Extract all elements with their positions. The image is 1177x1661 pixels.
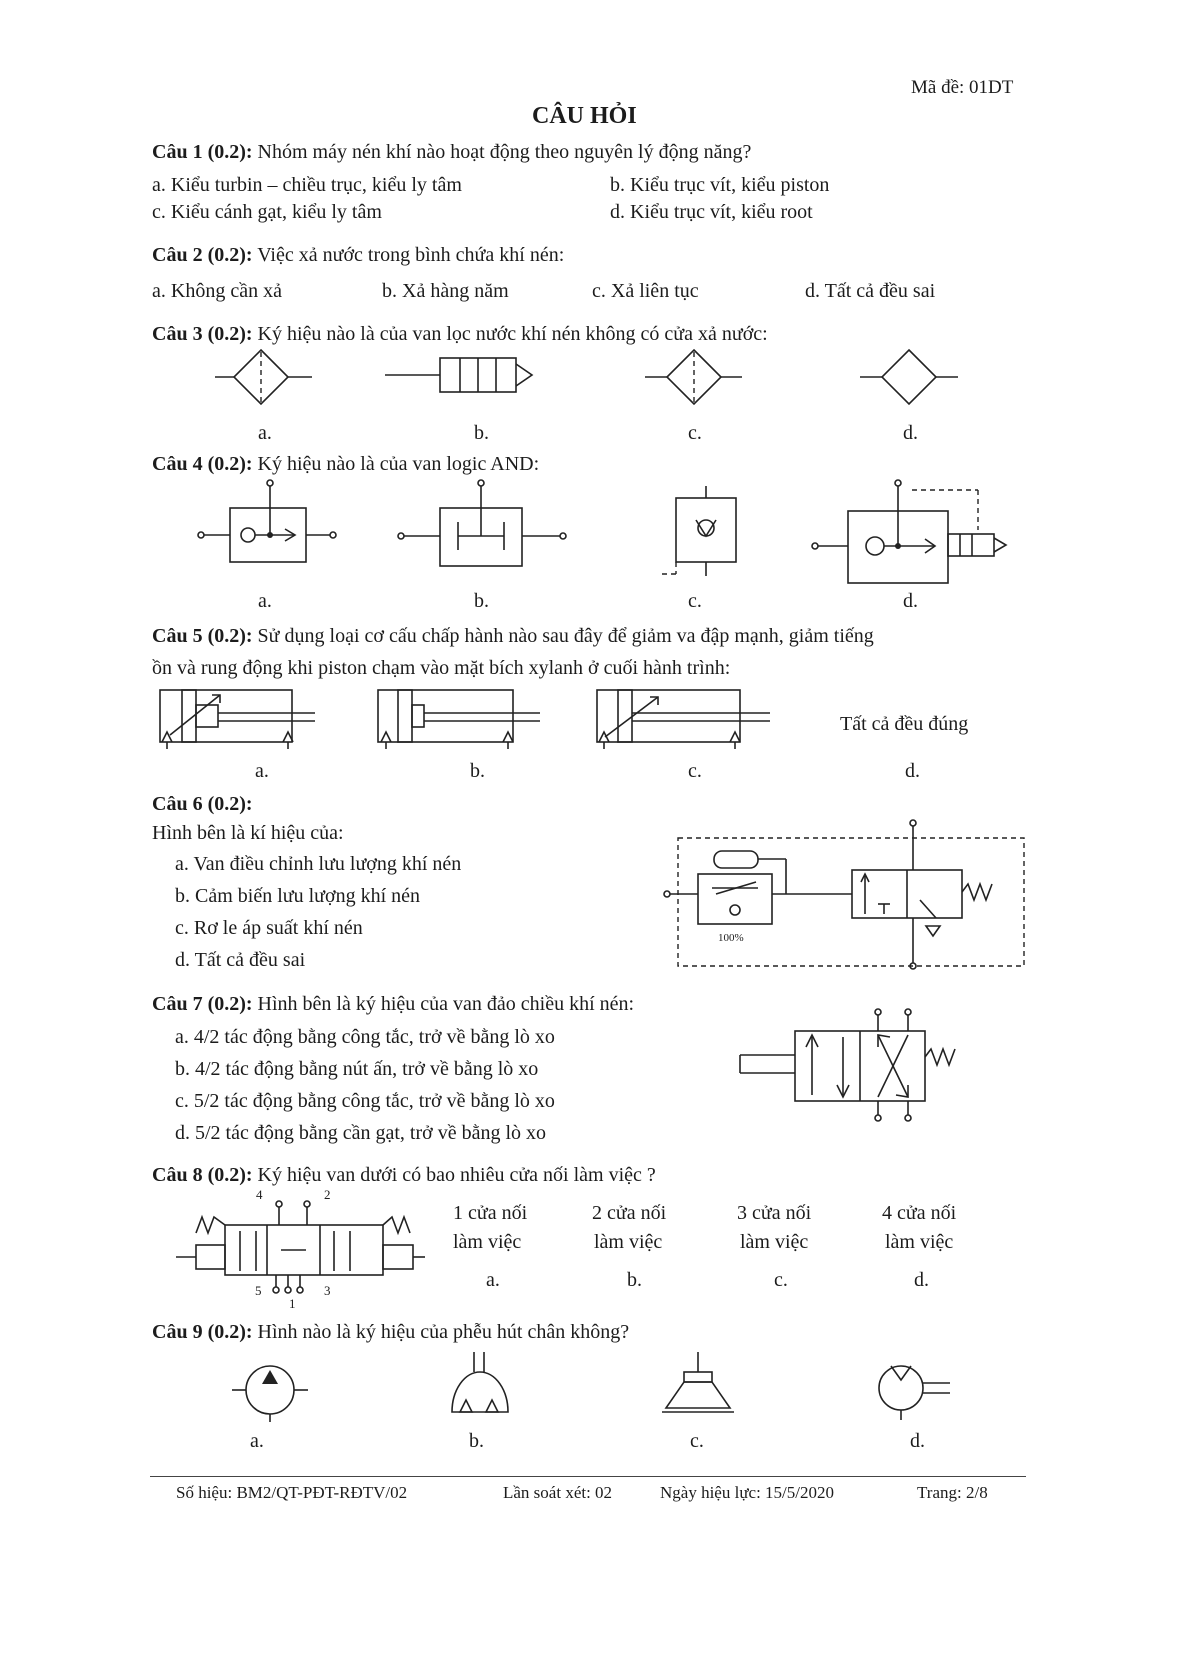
page-title: CÂU HỎI [532, 103, 637, 129]
choice-a: a. [255, 760, 269, 782]
option-a: a. 4/2 tác động bằng công tắc, trở về bằng lò xo [175, 1026, 555, 1048]
filter-symbol-c [645, 350, 742, 404]
cylinder-symbol-a [160, 690, 315, 749]
vacuum-symbol-a [232, 1366, 308, 1422]
question-text: Hình bên là ký hiệu của van đảo chiều khí nén: [257, 993, 635, 1015]
choice-b: b. [627, 1269, 642, 1291]
pressure-switch-diagram [0, 818, 1177, 978]
choice-c: c. [688, 590, 702, 612]
vacuum-symbols [0, 1350, 1177, 1440]
question-text: Việc xả nước trong bình chứa khí nén: [257, 244, 565, 266]
option-d: d. 5/2 tác động bằng cần gạt, trở về bằng lò xo [175, 1122, 547, 1144]
logic-symbol-d [812, 480, 1006, 583]
option-c: c. Kiểu cánh gạt, kiểu ly tâm [152, 201, 382, 223]
question-label: Câu 8 (0.2): [152, 1164, 253, 1186]
filter-symbol-b [385, 358, 532, 392]
filter-symbol-a [215, 350, 312, 404]
option-c: c. Rơ le áp suất khí nén [175, 917, 363, 939]
question-label: Câu 5 (0.2): [152, 625, 253, 647]
footer-divider [150, 1476, 1026, 1477]
filter-symbols [0, 350, 1177, 450]
question-text: Hình bên là kí hiệu của: [152, 822, 344, 844]
logic-valve-symbols [0, 478, 1177, 598]
question-text-cont: ồn và rung động khi piston chạm vào mặt bích xylanh ở cuối hành trình: [152, 657, 731, 679]
question-label: Câu 4 (0.2): [152, 453, 253, 475]
footer-page-number: Trang: 2/8 [917, 1483, 988, 1502]
choice-d: d. [905, 760, 920, 782]
choice-b: b. [474, 422, 489, 444]
question-label: Câu 9 (0.2): [152, 1321, 253, 1343]
choice-b: b. [474, 590, 489, 612]
choice-d: d. [910, 1430, 925, 1452]
port-label-2: 2 [324, 1187, 331, 1202]
option-a: a. Không cần xả [152, 280, 282, 302]
question-label: Câu 7 (0.2): [152, 993, 253, 1015]
vacuum-symbol-d [879, 1366, 950, 1420]
choice-a: a. [258, 590, 272, 612]
option-b: b. Cảm biến lưu lượng khí nén [175, 885, 421, 907]
question-text: Ký hiệu nào là của van logic AND: [257, 453, 540, 475]
port-label-5: 5 [255, 1283, 262, 1298]
footer-effective-date: Ngày hiệu lực: 15/5/2020 [660, 1483, 834, 1502]
choice-c: c. [688, 760, 702, 782]
choice-b: b. [469, 1430, 484, 1452]
choice-a: a. [486, 1269, 500, 1291]
choice-c: c. [690, 1430, 704, 1452]
directional-valve-diagram [0, 1005, 1177, 1135]
option-d: d. Kiểu trục vít, kiểu root [610, 201, 813, 223]
question-label: Câu 3 (0.2): [152, 323, 253, 345]
option-b: b. 4/2 tác động bằng nút ấn, trở về bằng lò xo [175, 1058, 539, 1080]
choice-a-line2: làm việc [453, 1231, 522, 1253]
option-b: b. Kiểu trục vít, kiểu piston [610, 174, 830, 196]
question-text: Ký hiệu nào là của van lọc nước khí nén không có cửa xả nước: [257, 323, 768, 345]
vacuum-symbol-b [452, 1352, 508, 1412]
port-label-1: 1 [289, 1296, 296, 1311]
choice-d-line2: làm việc [885, 1231, 954, 1253]
choice-c-line2: làm việc [740, 1231, 809, 1253]
logic-symbol-c [658, 486, 736, 576]
exam-code: Mã đề: 01DT [911, 77, 1014, 98]
cylinder-symbols [0, 685, 1177, 775]
question-label: Câu 1 (0.2): [152, 141, 253, 163]
choice-d-text: Tất cả đều đúng [840, 713, 969, 735]
port-label-3: 3 [324, 1283, 331, 1298]
choice-a: a. [258, 422, 272, 444]
question-text: Ký hiệu van dưới có bao nhiêu cửa nối làm việc ? [257, 1164, 656, 1186]
choice-d: d. [903, 590, 918, 612]
option-d: d. Tất cả đều sai [175, 949, 306, 971]
footer-doc-number: Số hiệu: BM2/QT-PĐT-RĐTV/02 [176, 1483, 408, 1502]
choice-c-line1: 3 cửa nối [737, 1202, 812, 1224]
choice-c: c. [688, 422, 702, 444]
option-b: b. Xả hàng năm [382, 280, 509, 302]
choice-d: d. [914, 1269, 929, 1291]
logic-symbol-b [398, 480, 566, 566]
choice-d: d. [903, 422, 918, 444]
choice-a: a. [250, 1430, 264, 1452]
question-text: Nhóm máy nén khí nào hoạt động theo nguyên lý động năng? [257, 141, 752, 163]
choice-b: b. [470, 760, 485, 782]
choice-c: c. [774, 1269, 788, 1291]
choice-d-line1: 4 cửa nối [882, 1202, 957, 1224]
choice-b-line2: làm việc [594, 1231, 663, 1253]
question-label: Câu 2 (0.2): [152, 244, 253, 266]
filter-symbol-d [860, 350, 958, 404]
question-label: Câu 6 (0.2): [152, 793, 253, 815]
question-text: Hình nào là ký hiệu của phễu hút chân không? [257, 1321, 630, 1343]
cylinder-symbol-c [597, 690, 770, 749]
option-d: d. Tất cả đều sai [805, 280, 936, 302]
option-c: c. 5/2 tác động bằng công tắc, trở về bằng lò xo [175, 1090, 555, 1112]
choice-a-line1: 1 cửa nối [453, 1202, 528, 1224]
option-c: c. Xả liên tục [592, 280, 699, 302]
choice-b-line1: 2 cửa nối [592, 1202, 667, 1224]
vacuum-symbol-c [662, 1352, 734, 1412]
logic-symbol-a [198, 480, 336, 562]
question-text: Sử dụng loại cơ cấu chấp hành nào sau đây để giảm va đập mạnh, giảm tiếng [257, 625, 874, 647]
five-port-valve-diagram [0, 1195, 1177, 1305]
diagram-label-percent: 100% [718, 932, 744, 944]
option-a: a. Kiểu turbin – chiều trục, kiểu ly tâm [152, 174, 462, 196]
footer-revision: Lần soát xét: 02 [503, 1483, 613, 1502]
port-label-4: 4 [256, 1187, 263, 1202]
option-a: a. Van điều chỉnh lưu lượng khí nén [175, 853, 462, 875]
cylinder-symbol-b [378, 690, 540, 749]
